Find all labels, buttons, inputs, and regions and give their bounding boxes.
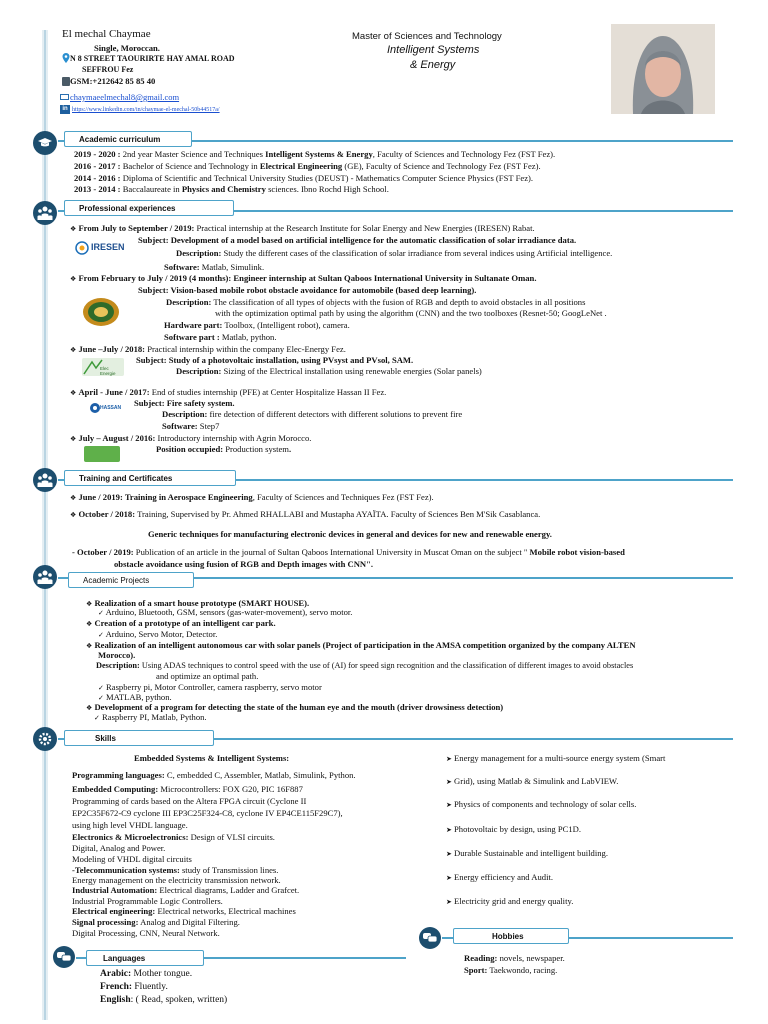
skill-line: Industrial Programmable Logic Controllers.: [72, 896, 223, 906]
gears-icon: [33, 727, 57, 751]
skill-right-item: ➤ Photovoltaic by design, using PC1D.: [446, 824, 582, 834]
experience-description-cont: with the optimization optimal path by using the algorithm (CNN) and the two toolboxes (Resnet-50; GoogLeNet .: [215, 308, 607, 318]
experience-software: Software: Step7: [162, 421, 220, 431]
experience-description: Description: Study the different cases of the classification of solar irradiance from several indices using Artificial intelligence.: [176, 248, 613, 258]
section-title-curriculum: Academic curriculum: [64, 131, 192, 147]
marital-status: Single, Moroccan.: [94, 43, 160, 53]
university-seal-logo: [82, 297, 120, 327]
skill-line: Signal processing: Analog and Digital Filtering.: [72, 917, 240, 927]
experience-subject: Subject: Study of a photovoltaic installation, using PVsyst and PVsol, SAM.: [136, 355, 414, 365]
section-title-languages: Languages: [86, 950, 204, 966]
phone-number: GSM:+212642 85 85 40: [70, 76, 156, 86]
skill-right-item: ➤ Energy efficiency and Audit.: [446, 872, 553, 882]
experience-description: Description: fire detection of different detectors with different solutions to prevent fire: [162, 409, 463, 419]
skill-line: Modeling of VHDL digital circuits: [72, 854, 192, 864]
curriculum-item: 2016 - 2017 : Bachelor of Science and Technology in Electrical Engineering (GE), Faculty of Science and Technology Fez (FST Fez).: [74, 161, 541, 171]
curriculum-item: 2013 - 2014 : Baccalaureate in Physics and Chemistry sciences. Ibno Rochd High School.: [74, 184, 389, 194]
section-title-experience: Professional experiences: [64, 200, 234, 216]
project-tools: ✓ Raspberry pi, Motor Controller, camera raspberry, servo motor: [98, 682, 322, 692]
skill-line: EP2C35F672-C9 cyclone III EP3C25F324-C8, cyclone IV EP4CE115F29C7),: [72, 808, 343, 818]
project-tools: ✓ Arduino, Servo Motor, Detector.: [98, 629, 218, 639]
skill-line: -Telecommunication systems: study of Transmission lines.: [72, 865, 279, 875]
iresen-logo: IRESEN: [74, 237, 126, 259]
language-item: French: Fluently.: [100, 982, 168, 992]
experience-subject: Subject: Development of a model based on artificial intelligence for the automatic classification of solar irradiance data.: [138, 235, 577, 245]
people-icon: [33, 468, 57, 492]
experience-subject: Subject: Vision-based mobile robot obstacle avoidance for automobile (based deep learning).: [138, 285, 477, 295]
email-icon: [60, 94, 69, 100]
project-tools: ✓ Arduino, Bluetooth, GSM, sensors (gas-water-movement), servo motor.: [98, 607, 353, 617]
skill-line: Industrial Automation: Electrical diagrams, Ladder and Grafcet.: [72, 885, 300, 895]
chat-bubbles-icon: [419, 927, 441, 949]
hassan-hospital-logo: HASSAN: [86, 400, 122, 422]
skill-line: Programming languages: C, embedded C, Assembler, Matlab, Simulink, Python.: [72, 770, 356, 780]
linkedin-link[interactable]: https://www.linkedin.com/in/chaymae-el-mechal-50b44517a/: [72, 107, 220, 113]
project-description: Description: Using ADAS techniques to control speed with the use of (AI) for speed sign recognition and the classification of different images to avoid obstacles: [96, 661, 634, 670]
graduation-cap-icon: [33, 131, 57, 155]
project-item: ❖ Realization of a smart house prototype (SMART HOUSE).: [86, 598, 310, 608]
project-item: ❖ Realization of an intelligent autonomous car with solar panels (Project of participation in the AMSA competition organized by the company ALTEN: [86, 640, 636, 650]
profile-photo: [611, 24, 715, 114]
experience-subject: Subject: Fire safety system.: [134, 398, 235, 408]
experience-item: ❖ July – August / 2016: Introductory internship with Agrin Morocco.: [70, 433, 312, 443]
training-item: ❖ June / 2019: Training in Aerospace Engineering, Faculty of Sciences and Techniques Fez (FST Fez).: [70, 492, 434, 502]
skills-heading: Embedded Systems & Intelligent Systems:: [134, 753, 290, 763]
address-line-1: N 8 STREET TAOURIRTE HAY AMAL ROAD: [70, 54, 235, 63]
candidate-name: El mechal Chaymae: [62, 28, 151, 40]
hobby-item: Reading: novels, newspaper.: [464, 953, 565, 963]
experience-item: ❖ From February to July / 2019 (4 months): Engineer internship at Sultan Qaboos International University in Sultanate Oman.: [70, 273, 537, 283]
section-title-hobbies: Hobbies: [453, 928, 569, 944]
section-title-training: Training and Certificates: [64, 470, 236, 486]
skill-right-item: ➤ Grid), using Matlab & Simulink and LabVIEW.: [446, 776, 619, 786]
skill-line: Energy management on the electricity transmission network.: [72, 875, 281, 885]
skill-right-item: ➤ Physics of components and technology of solar cells.: [446, 799, 637, 809]
skill-line: Electronics & Microelectronics: Design of VLSI circuits.: [72, 832, 275, 842]
experience-item: ❖ April - June / 2017: End of studies internship (PFE) at Center Hospitalize Hassan II Fez.: [70, 387, 387, 397]
curriculum-item: 2019 - 2020 : 2nd year Master Science and Techniques Intelligent Systems & Energy, Faculty of Sciences and Technology Fez (FST Fez).: [74, 149, 556, 159]
project-tools: ✓ Raspberry PI, Matlab, Python.: [94, 712, 207, 722]
section-title-projects: Academic Projects: [68, 572, 194, 588]
experience-item: ❖ From July to September / 2019: Practical internship at the Research Institute for Solar Energy and New Energies (IRESEN) Rabat.: [70, 223, 535, 233]
training-detail: Generic techniques for manufacturing electronic devices in general and devices for new and renewable energy.: [148, 529, 552, 539]
linkedin-icon: in: [60, 105, 70, 114]
address-line-2: SEFFROU Fez: [82, 65, 134, 74]
training-item: ❖ October / 2018: Training, Supervised by Pr. Ahmed RHALLABI and Mustapha AYAÏTA. Faculty of Sciences Ben M'Sik Casablanca.: [70, 509, 541, 519]
skill-line: Digital Processing, CNN, Neural Network.: [72, 928, 220, 938]
curriculum-item: 2014 - 2016 : Diploma of Scientific and Technical University Studies (DEUST) - Mathematics Computer Science Physics (FST Fez).: [74, 173, 534, 183]
experience-item: ❖ June –July / 2018: Practical internship within the company Elec-Energy Fez.: [70, 344, 346, 354]
people-icon: [33, 201, 57, 225]
project-item: ❖ Development of a program for detecting the state of the human eye and the mouth (driver drowsiness detection): [86, 702, 504, 712]
skill-line: Electrical engineering: Electrical networks, Electrical machines: [72, 906, 296, 916]
language-item: Arabic: Mother tongue.: [100, 969, 193, 979]
publication-item-cont: obstacle avoidance using fusion of RGB and Depth images with CNN".: [114, 559, 374, 569]
skill-line: Programming of cards based on the Altera FPGA circuit (Cyclone II: [72, 796, 307, 806]
degree-field-1: Intelligent Systems: [387, 44, 480, 56]
project-tools: ✓ MATLAB, python.: [98, 692, 172, 702]
project-item: ❖ Creation of a prototype of an intelligent car park.: [86, 618, 276, 628]
experience-software: Software part : Matlab, python.: [164, 332, 277, 342]
experience-position: Position occupied: Production system.: [156, 444, 292, 454]
language-item: English: ( Read, spoken, written): [100, 995, 228, 1005]
skill-line: Digital, Analog and Power.: [72, 843, 166, 853]
agrin-logo: [84, 446, 120, 462]
project-description-cont: and optimize an optimal path.: [156, 671, 259, 681]
hobby-item: Sport: Taekwondo, racing.: [464, 965, 558, 975]
experience-description: Description: Sizing of the Electrical installation using renewable energies (Solar panels): [176, 366, 482, 376]
degree-field-2: & Energy: [410, 59, 456, 71]
location-pin-icon: [62, 53, 70, 63]
phone-icon: [62, 77, 70, 86]
chat-bubbles-icon: [53, 946, 75, 968]
skill-right-item: ➤ Electricity grid and energy quality.: [446, 896, 574, 906]
email-link[interactable]: chaymaeelmechal8@gmail.com: [70, 92, 180, 102]
experience-software: Software: Matlab, Simulink.: [164, 262, 265, 272]
skill-line: using high level VHDL language.: [72, 820, 188, 830]
experience-description: Description: The classification of all types of objects with the fusion of RGB and depth to avoid obstacles in all positions: [166, 297, 586, 307]
section-title-skills: Skills: [64, 730, 214, 746]
skill-line: Embedded Computing: Microcontrollers: FOX G20, PIC 16F887: [72, 784, 303, 794]
people-icon: [33, 565, 57, 589]
degree-title: Master of Sciences and Technology: [352, 31, 502, 42]
elec-energie-logo: Elec Energie: [82, 358, 124, 376]
experience-hardware: Hardware part: Toolbox, (Intelligent robot), camera.: [164, 320, 350, 330]
publication-item: - October / 2019: Publication of an article in the journal of Sultan Qaboos International University in Muscat Oman on the subject " Mobile robot vision-based: [72, 547, 625, 557]
project-item-cont: Morocco).: [98, 650, 136, 660]
left-timeline-inner: [44, 30, 46, 1020]
skill-right-item: ➤ Energy management for a multi-source energy system (Smart: [446, 753, 666, 763]
skill-right-item: ➤ Durable Sustainable and intelligent building.: [446, 848, 608, 858]
